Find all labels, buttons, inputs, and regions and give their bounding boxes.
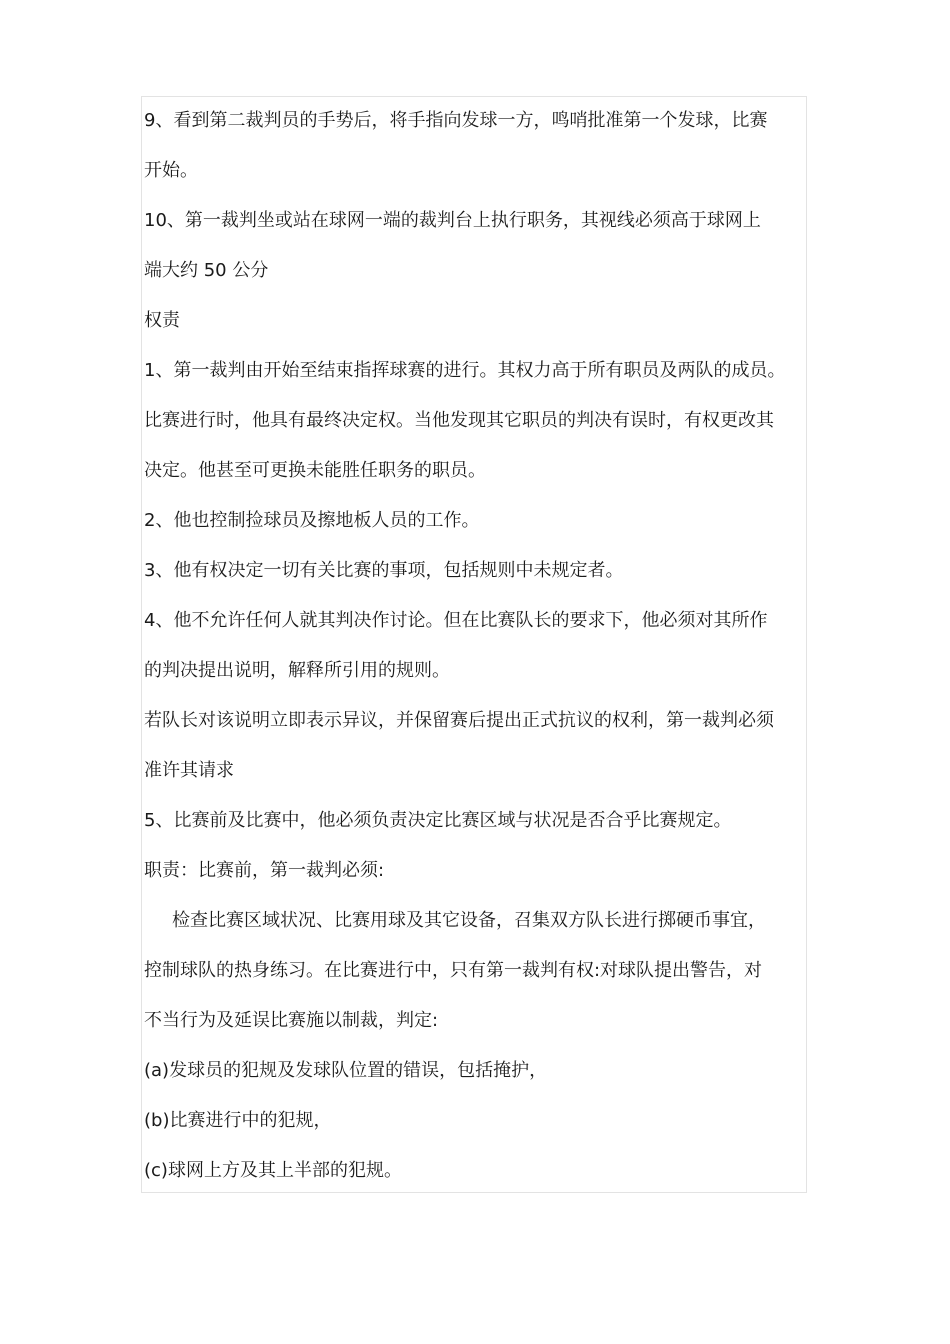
text-line: 决定。他甚至可更换未能胜任职务的职员。 xyxy=(144,460,486,481)
section-heading: 权责 xyxy=(144,310,180,331)
text-line: 4、他不允许任何人就其判决作讨论。但在比赛队长的要求下，他必须对其所作 xyxy=(144,610,768,631)
text-line: 准许其请求 xyxy=(144,760,234,781)
text-line: 的判决提出说明，解释所引用的规则。 xyxy=(144,660,450,681)
document-body xyxy=(144,96,808,1196)
text-line: 不当行为及延误比赛施以制裁，判定: xyxy=(144,1010,439,1031)
text-line: 9、看到第二裁判员的手势后，将手指向发球一方，鸣哨批准第一个发球，比赛 xyxy=(144,110,768,131)
text-line: 3、他有权决定一切有关比赛的事项，包括规则中未规定者。 xyxy=(144,560,624,581)
text-line: 比赛进行时，他具有最终决定权。当他发现其它职员的判决有误时，有权更改其 xyxy=(144,410,774,431)
text-line: 若队长对该说明立即表示异议，并保留赛后提出正式抗议的权利，第一裁判必须 xyxy=(144,710,774,731)
text-line: 5、比赛前及比赛中，他必须负责决定比赛区域与状况是否合乎比赛规定。 xyxy=(144,810,732,831)
text-line: 检查比赛区域状况、比赛用球及其它设备，召集双方队长进行掷硬币事宜， xyxy=(172,910,766,931)
text-line: 控制球队的热身练习。在比赛进行中，只有第一裁判有权:对球队提出警告，对 xyxy=(144,960,763,981)
text-line: 2、他也控制捡球员及擦地板人员的工作。 xyxy=(144,510,480,531)
list-item: (b)比赛进行中的犯规， xyxy=(144,1110,332,1131)
text-line: 职责：比赛前，第一裁判必须: xyxy=(144,860,385,881)
list-item: (a)发球员的犯规及发球队位置的错误，包括掩护， xyxy=(144,1060,548,1081)
text-line: 1、第一裁判由开始至结束指挥球赛的进行。其权力高于所有职员及两队的成员。 xyxy=(144,360,786,381)
text-line: 端大约 50 公分 xyxy=(144,260,269,281)
text-line: 开始。 xyxy=(144,160,198,181)
list-item: (c)球网上方及其上半部的犯规。 xyxy=(144,1160,402,1181)
text-line: 10、第一裁判坐或站在球网一端的裁判台上执行职务，其视线必须高于球网上 xyxy=(144,210,761,231)
